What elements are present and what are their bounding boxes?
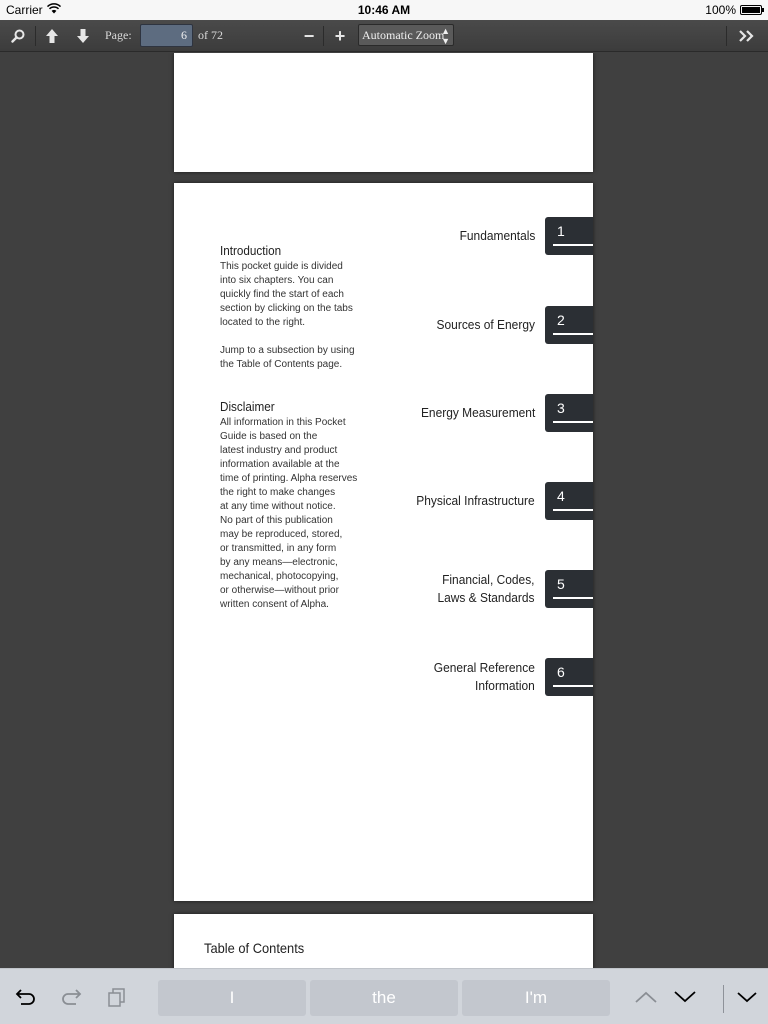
chapter-tab[interactable] — [429, 570, 593, 608]
chapter-tab-marker — [545, 217, 593, 255]
page-label: Page: — [105, 28, 132, 42]
chapter-tab-label: Financial, Codes, Laws & Standards — [437, 572, 535, 605]
tools-menu-icon[interactable] — [734, 23, 760, 49]
chapter-tab-label: Energy Measurement — [420, 405, 535, 420]
chapter-tab-label: Sources of Energy — [436, 317, 535, 332]
pdf-viewer[interactable] — [0, 53, 768, 968]
intro-paragraph-2: Jump to a subsection by using the Table of Contents page. — [220, 345, 355, 370]
chapter-tab-marker — [545, 482, 593, 520]
intro-paragraph-1: This pocket guide is divided into six chapters. You can quickly find the start of each section by clicking on the tabs located to the right. — [220, 261, 353, 328]
chapter-number: 6 — [557, 664, 565, 680]
tab-underline — [553, 597, 593, 599]
disclaimer-text: All information in this Pocket Guide is based on the latest industry and product information available at the time of printing. Alpha reserves the right to make changes at any time without notice. No part of this publication may be reproduced, stored, or transmitted, in any form by any means—electronic, mechanical, photocopying, or otherwise—without prior written consent of Alpha. — [220, 417, 358, 610]
paste-icon[interactable] — [105, 985, 129, 1009]
chapter-tab[interactable] — [425, 658, 593, 696]
chapter-number: 2 — [557, 312, 565, 328]
pdf-page-previous — [174, 53, 593, 172]
chapter-number: 1 — [557, 223, 565, 239]
chevron-up-icon[interactable] — [634, 985, 658, 1009]
toolbar-divider — [323, 26, 324, 46]
chapter-tab-label: Physical Infrastructure — [416, 493, 535, 508]
intro-title: Introduction — [220, 243, 282, 258]
zoom-out-button[interactable]: − — [303, 25, 315, 46]
chapter-tab[interactable] — [428, 306, 593, 344]
keyboard-shortcut-bar — [0, 968, 768, 1024]
chapter-number: 5 — [557, 576, 565, 592]
chapter-tab-marker — [545, 394, 593, 432]
chapter-tab[interactable] — [411, 394, 593, 432]
toolbar-divider — [726, 26, 727, 46]
tab-underline — [553, 685, 593, 687]
status-bar — [0, 0, 768, 20]
chapter-number: 4 — [557, 488, 565, 504]
suggestion-2[interactable]: the — [310, 980, 458, 1016]
tab-underline — [553, 509, 593, 511]
chevron-up-down-icon: ▲ ▼ — [441, 26, 450, 46]
zoom-select[interactable] — [358, 24, 454, 46]
battery-fill — [742, 7, 760, 13]
pdf-page-current — [174, 183, 593, 901]
carrier-label: Carrier — [6, 3, 43, 17]
page-total: of 72 — [198, 28, 223, 42]
chevron-down-icon[interactable] — [673, 985, 697, 1009]
chapter-tab-marker — [545, 570, 593, 608]
battery-percent: 100% — [705, 3, 736, 17]
tab-underline — [553, 421, 593, 423]
tab-underline — [553, 333, 593, 335]
chapter-tab-label: Fundamentals — [459, 228, 535, 243]
search-icon[interactable] — [6, 23, 30, 49]
undo-icon[interactable] — [14, 985, 38, 1009]
status-time: 10:46 AM — [357, 3, 411, 17]
zoom-select-value: Automatic Zoom — [362, 28, 445, 42]
toolbar-divider — [35, 26, 36, 46]
redo-icon[interactable] — [59, 985, 83, 1009]
dismiss-keyboard-icon[interactable] — [735, 985, 759, 1009]
zoom-in-button[interactable]: + — [334, 25, 346, 46]
battery-area — [705, 3, 762, 17]
chapter-tab[interactable] — [453, 217, 593, 255]
chapter-tab[interactable] — [406, 482, 593, 520]
suggestion-1[interactable]: I — [158, 980, 306, 1016]
chapter-tab-marker — [545, 306, 593, 344]
page-number-input[interactable]: 6 — [140, 24, 193, 47]
chapter-tab-label: General Reference Information — [433, 660, 535, 693]
toc-title: Table of Contents — [204, 940, 305, 956]
chapter-number: 3 — [557, 400, 565, 416]
tab-underline — [553, 244, 593, 246]
toolbar-divider — [723, 985, 724, 1013]
pdf-page-next — [174, 914, 593, 968]
previous-page-icon[interactable] — [40, 23, 64, 49]
disclaimer-title: Disclaimer — [220, 399, 275, 414]
pdf-toolbar — [0, 20, 768, 52]
chapter-tab-marker — [545, 658, 593, 696]
next-page-icon[interactable] — [71, 23, 95, 49]
battery-icon — [740, 5, 762, 15]
suggestion-3[interactable]: I'm — [462, 980, 610, 1016]
